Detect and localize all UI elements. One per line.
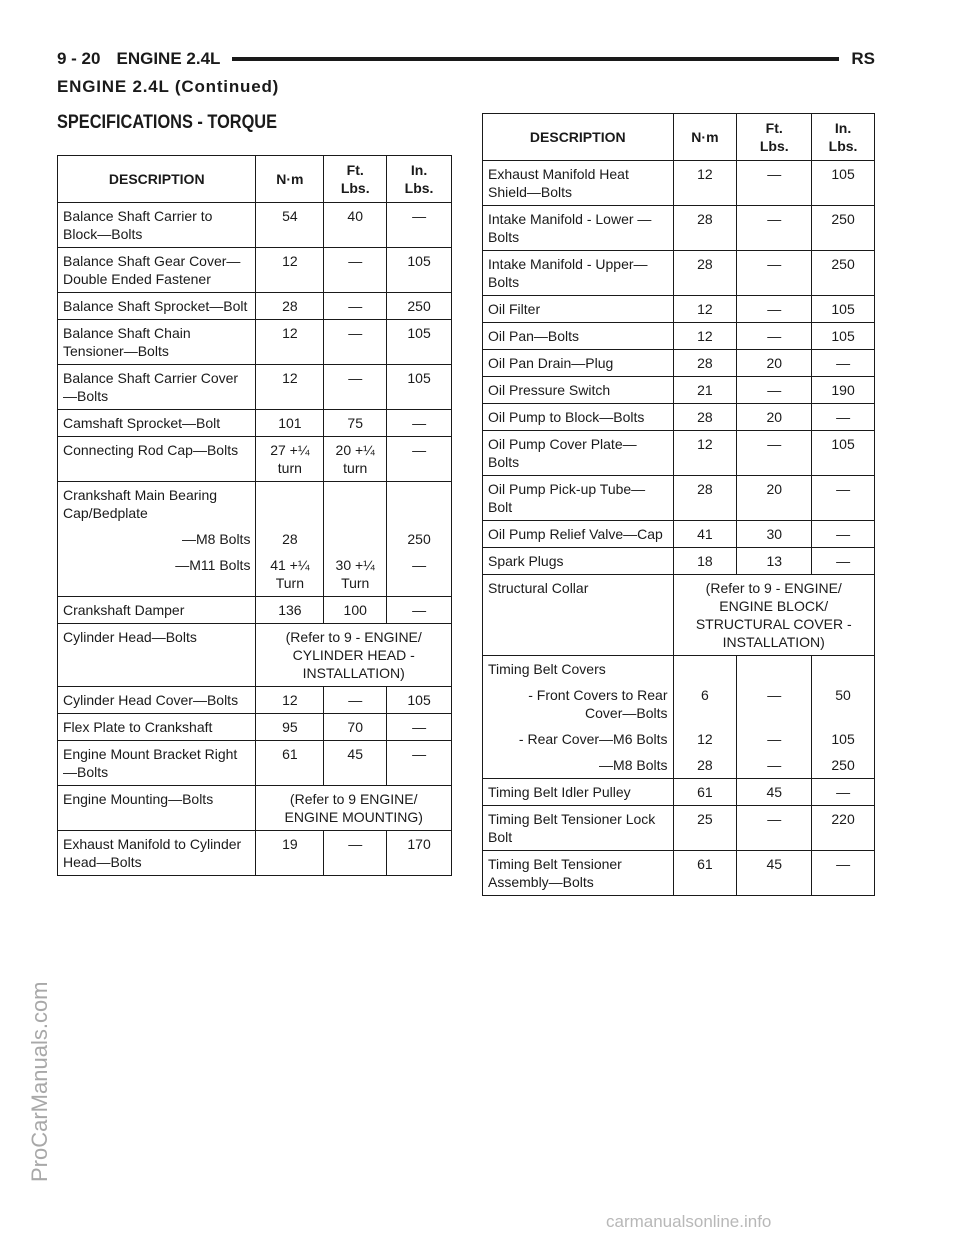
row-nm-value: 12 [256,687,324,714]
row-nm-value: 27 +¼ turn [256,437,324,482]
subrow-nm-value: 12 [673,726,737,752]
row-ft-lbs-value: — [737,161,812,206]
row-ft-lbs-value: — [324,831,387,876]
empty-cell [256,482,324,527]
subrow-nm-value: 28 [256,526,324,552]
table-subrow [483,752,875,779]
row-in-lbs-value: 105 [812,431,875,476]
subrow-ft-lbs-value [324,526,387,552]
row-ft-lbs-value: 45 [737,779,812,806]
description-header: DESCRIPTION [483,114,674,161]
table-row [483,350,875,377]
empty-cell [673,656,737,683]
row-nm-value: 61 [673,779,737,806]
row-ft-lbs-value: — [324,687,387,714]
row-description: Oil Pump Pick-up Tube—Bolt [483,476,674,521]
row-nm-value: 12 [673,161,737,206]
row-description: Cylinder Head—Bolts [58,624,256,687]
row-in-lbs-value: — [812,851,875,896]
subrow-description: - Front Covers to Rear Cover—Bolts [483,682,674,726]
watermark-procarmanuals: ProCarManuals.com [27,981,52,1182]
row-in-lbs-value: 105 [812,161,875,206]
row-description: Oil Pan—Bolts [483,323,674,350]
row-description: Intake Manifold - Lower —Bolts [483,206,674,251]
table-header-row [483,114,875,161]
row-description: Balance Shaft Chain Tensioner—Bolts [58,320,256,365]
table-subrow [58,526,452,552]
row-description: Balance Shaft Carrier to Block—Bolts [58,203,256,248]
table-row [58,597,452,624]
row-ft-lbs-value: — [737,323,812,350]
table-row [483,431,875,476]
row-ft-lbs-value: 45 [324,741,387,786]
table-row [58,741,452,786]
row-in-lbs-value: 250 [387,293,452,320]
table-row [483,323,875,350]
table-row [58,437,452,482]
row-ft-lbs-value: 20 +¼ turn [324,437,387,482]
vehicle-code: RS [851,49,875,68]
row-in-lbs-value: 105 [387,365,452,410]
subrow-in-lbs-value: — [387,552,452,597]
subrow-ft-lbs-value: — [737,682,812,726]
row-ft-lbs-value: 45 [737,851,812,896]
row-ft-lbs-value: — [324,248,387,293]
row-in-lbs-value: 190 [812,377,875,404]
subrow-nm-value: 28 [673,752,737,779]
table-row [58,365,452,410]
row-nm-value: 28 [673,206,737,251]
row-description: Oil Pump Relief Valve—Cap [483,521,674,548]
nm-header: N·m [256,156,324,203]
row-nm-value: 18 [673,548,737,575]
row-description: Balance Shaft Sprocket—Bolt [58,293,256,320]
row-description: Oil Pump to Block—Bolts [483,404,674,431]
table-header-row [58,156,452,203]
row-description: Connecting Rod Cap—Bolts [58,437,256,482]
row-description: Timing Belt Tensioner Lock Bolt [483,806,674,851]
row-nm-value: 28 [673,350,737,377]
row-ft-lbs-value: — [324,293,387,320]
row-description: Oil Pump Cover Plate—Bolts [483,431,674,476]
row-description: Camshaft Sprocket—Bolt [58,410,256,437]
row-ft-lbs-value: 100 [324,597,387,624]
subrow-in-lbs-value: 250 [387,526,452,552]
row-nm-value: 12 [673,296,737,323]
row-ft-lbs-value: — [737,251,812,296]
row-description: Timing Belt Tensioner Assembly—Bolts [483,851,674,896]
row-ft-lbs-value: 70 [324,714,387,741]
row-in-lbs-value: 105 [387,687,452,714]
row-in-lbs-value: 250 [812,251,875,296]
table-row [58,624,452,687]
row-description: Cylinder Head Cover—Bolts [58,687,256,714]
row-ft-lbs-value: 20 [737,350,812,377]
row-nm-value: 101 [256,410,324,437]
row-in-lbs-value: 170 [387,831,452,876]
row-in-lbs-value: — [812,521,875,548]
subrow-ft-lbs-value: — [737,726,812,752]
row-nm-value: 28 [673,404,737,431]
row-nm-value: 61 [256,741,324,786]
table-subrow [58,552,452,597]
row-in-lbs-value: — [812,779,875,806]
page-header [57,46,875,72]
row-description: Structural Collar [483,575,674,656]
empty-cell [812,656,875,683]
table-row [58,786,452,831]
row-in-lbs-value: — [387,410,452,437]
row-ft-lbs-value: — [737,806,812,851]
row-in-lbs-value: — [387,714,452,741]
row-reference: (Refer to 9 - ENGINE/ CYLINDER HEAD - INSTALLATION) [256,624,452,687]
row-in-lbs-value: 105 [812,323,875,350]
table-row [483,251,875,296]
row-description: Engine Mount Bracket Right—Bolts [58,741,256,786]
row-description: Oil Pan Drain—Plug [483,350,674,377]
row-nm-value: 28 [256,293,324,320]
ft-lbs-header: Ft. Lbs. [324,156,387,203]
table-row [483,377,875,404]
row-ft-lbs-value: 20 [737,476,812,521]
in-lbs-header: In. Lbs. [812,114,875,161]
empty-cell [324,482,387,527]
section-name: ENGINE 2.4L [116,49,221,68]
table-row [58,831,452,876]
row-in-lbs-value: — [812,350,875,377]
row-reference: (Refer to 9 - ENGINE/ ENGINE BLOCK/ STRUCTURAL COVER - INSTALLATION) [673,575,875,656]
subrow-description: —M8 Bolts [483,752,674,779]
row-nm-value: 12 [673,323,737,350]
spec-title: SPECIFICATIONS - TORQUE [57,112,278,133]
row-description: Exhaust Manifold to Cylinder Head—Bolts [58,831,256,876]
table-row [483,206,875,251]
description-header: DESCRIPTION [58,156,256,203]
table-row [483,521,875,548]
continued-title: ENGINE 2.4L (Continued) [57,77,280,96]
subrow-description: —M8 Bolts [58,526,256,552]
row-nm-value: 41 [673,521,737,548]
group-description: Crankshaft Main Bearing Cap/Bedplate [58,482,256,527]
table-row [58,687,452,714]
row-in-lbs-value: 220 [812,806,875,851]
row-ft-lbs-value: 30 [737,521,812,548]
table-row [58,714,452,741]
ft-lbs-header: Ft. Lbs. [737,114,812,161]
row-nm-value: 12 [256,248,324,293]
row-nm-value: 95 [256,714,324,741]
row-ft-lbs-value: — [737,431,812,476]
row-description: Balance Shaft Gear Cover—Double Ended Fastener [58,248,256,293]
subrow-in-lbs-value: 50 [812,682,875,726]
row-in-lbs-value: — [812,404,875,431]
row-description: Balance Shaft Carrier Cover—Bolts [58,365,256,410]
header-rule [232,57,839,61]
row-in-lbs-value: 105 [387,248,452,293]
empty-cell [737,656,812,683]
row-in-lbs-value: — [387,437,452,482]
group-description: Timing Belt Covers [483,656,674,683]
table-subrow [483,726,875,752]
table-row-group [58,482,452,527]
row-nm-value: 12 [673,431,737,476]
table-row [483,806,875,851]
row-description: Flex Plate to Crankshaft [58,714,256,741]
row-in-lbs-value: 105 [812,296,875,323]
nm-header: N·m [673,114,737,161]
table-row [483,296,875,323]
subrow-ft-lbs-value: 30 +¼ Turn [324,552,387,597]
table-row [58,293,452,320]
row-in-lbs-value: — [812,476,875,521]
row-nm-value: 12 [256,320,324,365]
page-number: 9 - 20 [57,49,101,68]
row-nm-value: 25 [673,806,737,851]
row-description: Engine Mounting—Bolts [58,786,256,831]
row-ft-lbs-value: 40 [324,203,387,248]
row-description: Exhaust Manifold Heat Shield—Bolts [483,161,674,206]
table-subrow [483,682,875,726]
subrow-ft-lbs-value: — [737,752,812,779]
table-row [58,410,452,437]
row-in-lbs-value: — [387,597,452,624]
row-description: Intake Manifold - Upper—Bolts [483,251,674,296]
row-ft-lbs-value: — [324,365,387,410]
row-ft-lbs-value: — [737,377,812,404]
table-row [58,203,452,248]
row-in-lbs-value: — [387,741,452,786]
row-nm-value: 21 [673,377,737,404]
subrow-nm-value: 41 +¼ Turn [256,552,324,597]
row-nm-value: 28 [673,476,737,521]
row-in-lbs-value: — [387,203,452,248]
row-in-lbs-value: — [812,548,875,575]
row-ft-lbs-value: — [737,206,812,251]
row-description: Spark Plugs [483,548,674,575]
table-row [58,248,452,293]
row-ft-lbs-value: — [737,296,812,323]
row-ft-lbs-value: 13 [737,548,812,575]
watermark-carmanualsonline: carmanualsonline.info [606,1212,772,1231]
row-in-lbs-value: 250 [812,206,875,251]
row-nm-value: 54 [256,203,324,248]
subrow-nm-value: 6 [673,682,737,726]
empty-cell [387,482,452,527]
table-row [483,161,875,206]
table-row [483,476,875,521]
row-ft-lbs-value: — [324,320,387,365]
table-row [483,404,875,431]
row-description: Oil Pressure Switch [483,377,674,404]
row-ft-lbs-value: 20 [737,404,812,431]
table-row [483,575,875,656]
torque-table-left [57,155,452,876]
subrow-description: - Rear Cover—M6 Bolts [483,726,674,752]
row-nm-value: 28 [673,251,737,296]
row-nm-value: 136 [256,597,324,624]
row-nm-value: 61 [673,851,737,896]
table-row [483,779,875,806]
row-description: Oil Filter [483,296,674,323]
torque-table-right [482,113,875,896]
in-lbs-header: In. Lbs. [387,156,452,203]
row-reference: (Refer to 9 ENGINE/ ENGINE MOUNTING) [256,786,452,831]
row-description: Timing Belt Idler Pulley [483,779,674,806]
row-nm-value: 19 [256,831,324,876]
row-nm-value: 12 [256,365,324,410]
row-description: Crankshaft Damper [58,597,256,624]
table-row [483,851,875,896]
subrow-description: —M11 Bolts [58,552,256,597]
subrow-in-lbs-value: 105 [812,726,875,752]
row-in-lbs-value: 105 [387,320,452,365]
table-row [483,548,875,575]
row-ft-lbs-value: 75 [324,410,387,437]
table-row [58,320,452,365]
table-row-group [483,656,875,683]
subrow-in-lbs-value: 250 [812,752,875,779]
